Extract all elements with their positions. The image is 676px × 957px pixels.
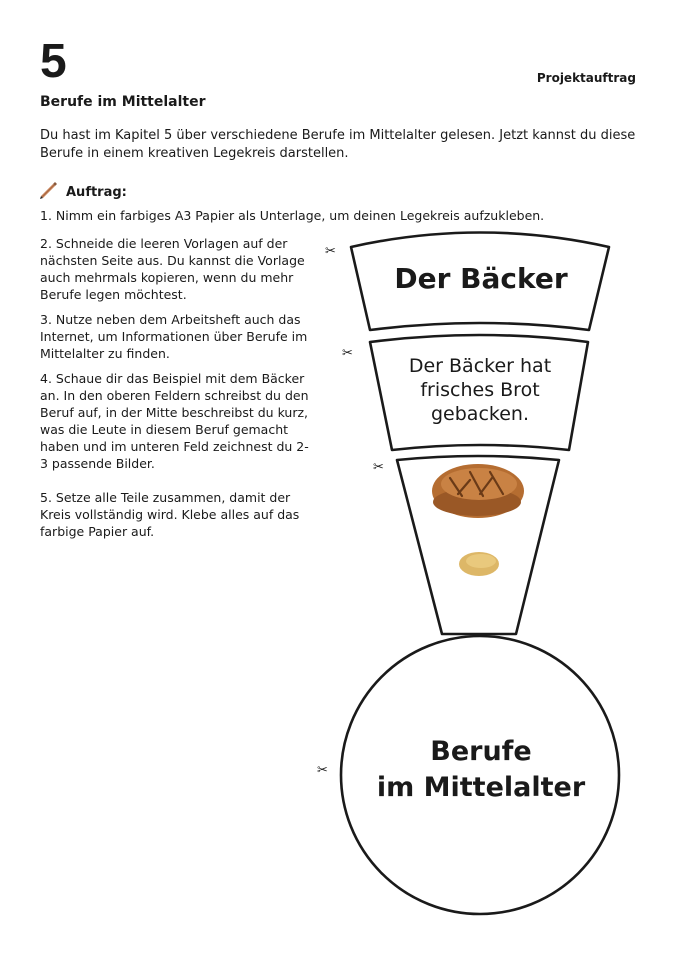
bread-loaf-icon xyxy=(432,464,524,518)
scissors-icon: ✂ xyxy=(325,244,336,259)
task-step-3: 3. Nutze neben dem Arbeitsheft auch das Internet, um Informationen über Berufe im Mittelalter zu finden. xyxy=(40,312,308,361)
task-step-2: 2. Schneide die leeren Vorlagen auf der nächsten Seite aus. Du kannst die Vorlage auch mehrmals kopieren, wenn du mehr Berufe legen möchtest. xyxy=(40,236,305,302)
scissors-icon: ✂ xyxy=(373,460,384,475)
task-step-4: 4. Schaue dir das Beispiel mit dem Bäcker an. In den oberen Feldern schreibst du den Beruf auf, in der Mitte beschreibst du kurz, was die Leute in diesem Beruf gemacht haben und im unteren Feld zeichnest du 2-3 passende Bilder. xyxy=(40,371,309,471)
middle-segment-label: Der Bäcker hat frisches Brot gebacken. xyxy=(408,355,552,425)
task-heading-label: Auftrag: xyxy=(66,184,127,200)
intro-text: Du hast im Kapitel 5 über verschiedene Berufe im Mittelalter gelesen. Jetzt kannst du diese Berufe in einem kreativen Legekreis darstellen. xyxy=(40,128,636,161)
project-label: Projektauftrag xyxy=(536,71,636,85)
circle-label xyxy=(350,734,612,806)
circle-label-line-1: Berufe xyxy=(430,736,532,767)
top-segment-label: Der Bäcker xyxy=(394,262,568,295)
chapter-number: 5 xyxy=(40,35,66,88)
page-subtitle: Berufe im Mittelalter xyxy=(40,94,206,110)
circle-label-line-2: im Mittelalter xyxy=(376,772,586,803)
bread-roll-icon xyxy=(459,552,499,576)
scissors-icon: ✂ xyxy=(342,346,353,361)
task-step-5: 5. Setze alle Teile zusammen, damit der Kreis vollständig wird. Klebe alles auf das farbige Papier auf. xyxy=(40,490,300,539)
scissors-icon: ✂ xyxy=(317,763,328,778)
task-step-1: 1. Nimm ein farbiges A3 Papier als Unterlage, um deinen Legekreis aufzukleben. xyxy=(40,208,545,223)
